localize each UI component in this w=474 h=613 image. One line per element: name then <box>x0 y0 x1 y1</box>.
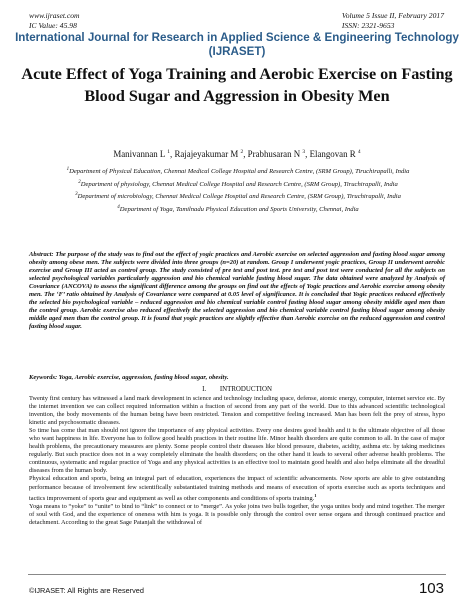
copyright-notice: ©IJRASET: All Rights are Reserved <box>29 586 144 595</box>
page-number: 103 <box>418 580 444 597</box>
author-affiliation-mark: 3 <box>302 149 306 156</box>
author-name: Rajajeyakumar M <box>174 149 239 159</box>
affiliation-line: $^2$Department of physiology, Chennai Medical College Hospital and Research Centre, (SRM Group), Tiruchirapalli, India <box>78 179 398 188</box>
journal-website: www.ijraset.com <box>29 11 80 20</box>
affiliation-line: $^4$Department of Yoga, Tamilnadu Physical Education and Sports University, Chennai, India <box>117 205 359 214</box>
author-name: Elangovan R <box>309 149 356 159</box>
author-name: Manivannan L <box>113 149 166 159</box>
volume-info: Volume 5 Issue II, February 2017 <box>341 11 444 20</box>
affiliation-line: $^1$Department of Physical Education, Chennai Medical College Hospital and Research Centre, (SRM Group), Tiruchirapalli, India <box>66 167 410 176</box>
paragraph: Physical education and sports, being an integral part of education, experiences the impact of scientific advancements. Now sports are able to give outstanding performance because of involvement few scientifically substantiated training methods and means of execution of sports exercise such as sports techniques and tactics improvement of sports gear and equipment as well as other components and conditions of sports training.$^1$ <box>29 475 445 502</box>
keywords: Keywords: Yoga, Aerobic exercise, aggression, fasting blood sugar, obesity. <box>29 374 229 381</box>
paragraph: So time has come that man should not ignore the importance of any physical activities. Every one desires good health and it is the ultimate objective of all those who want happiness in life. Everyone has to follow good health practices in their routine life. Minor health disorders are quite common to all. In the case of major health problems, the precautionary measures are plenty. Some people control their diseases like blood pressure, diabetes, acidity, asthma etc. by taking medicines regularly. But such practice does not in a way completely eliminate the health disorders; on the other hand it leads to several other adverse health problems. The continuous, systematic and regular practice of Yoga and any physical activities is an effective tool to maintain good health and also helps eliminate all the dreadful diseases from the human body. <box>29 427 445 475</box>
journal-name: International Journal for Research in Applied Science & Engineering Technology (IJRASET) <box>15 31 459 58</box>
issn: ISSN: 2321-9653 <box>341 21 395 30</box>
author-affiliation-mark: 1 <box>167 149 170 156</box>
header-right <box>342 11 444 31</box>
abstract: Abstract: The purpose of the study was to find out the effect of yogic practices and Aerobic exercise on selected aggression and fasting blood sugar among obesity among obese men. The subjects were divided into three groups (n=20) at random. Group I underwent yogic practices, Group II underwent aerobic exercise and Group III acted as control group. The study consisted of pre test and post test. pre test and post test were conducted for all the subjects on selected psychological variables particularly aggression and bio chemical variable fasting blood sugar. The data obtained were analyzed by Analysis of Covariance (ANCOVA) to assess the significant difference among the groups on find out the effects of Yogic practices and Aerobic exercise among obesity men. The ‘F’ ratio obtained by Analysis of Covariance were compared at 0.05 level of significance. It is concluded that Yogic practices reduced effectively the selected bio psychological variable – reduced aggression and bio chemical variable control fasting blood sugar among obesity middle aged men than the control group. Aerobic exercise also reduced effectively the selected aggression and bio chemical variable control fasting blood sugar among obesity middle aged men than the control group. It is found that yogic practices are slightly effective than Aerobic exercise on the reduced aggression and control fasting blood sugar. <box>29 251 445 331</box>
author-affiliation-mark: 4 <box>357 149 361 156</box>
ic-value: IC Value: 45.98 <box>29 21 77 30</box>
paragraph: Yoga means to “yoke” to “unite” to bind to “link” to connect or to “merge”. As yoke joins two bulls together, the yoga unites body and mind together. The merger of soul with God, and the experience of oneness with him is yoga. It is possible only through the control over sense organs and through continued practice and detachment. According to the great Sage Patanjali the withdrawal of <box>29 502 445 526</box>
author-affiliation-mark: 2 <box>240 149 244 156</box>
section-heading: I. INTRODUCTION <box>202 386 272 393</box>
affiliation-line: $^3$Department of microbiology, Chennai Medical College Hospital and Research Centre, (SRM Group), Tiruchirapalli, India <box>75 192 401 201</box>
author-name: Prabhusaran N <box>247 149 301 159</box>
header-left <box>29 11 80 31</box>
footer-divider <box>28 574 446 575</box>
paragraph: Twenty first century has witnessed a land mark development in science and technology including space, defense, atomic energy, computer, internet service etc. By the internet invention we can collect required information within a fraction of second from any part of the world. Due to this advanced scientific technological invention, the body movements of the human being have been restricted. Tension and competitive feeling increased. Man has been felt the prey of stress, hypo kinetic and psychosomatic diseases. <box>29 395 445 427</box>
body-text <box>29 395 445 527</box>
citation-mark: 1 <box>314 492 317 498</box>
paper-title: Acute Effect of Yoga Training and Aerobic Exercise on Fasting Blood Sugar and Aggression in Obesity Men <box>21 65 453 105</box>
author-list: Manivannan L $^1$, Rajajeyakumar M $^2$, Prabhusaran N $^3$, Elangovan R $^4$ <box>113 149 361 159</box>
affiliations <box>28 165 448 216</box>
